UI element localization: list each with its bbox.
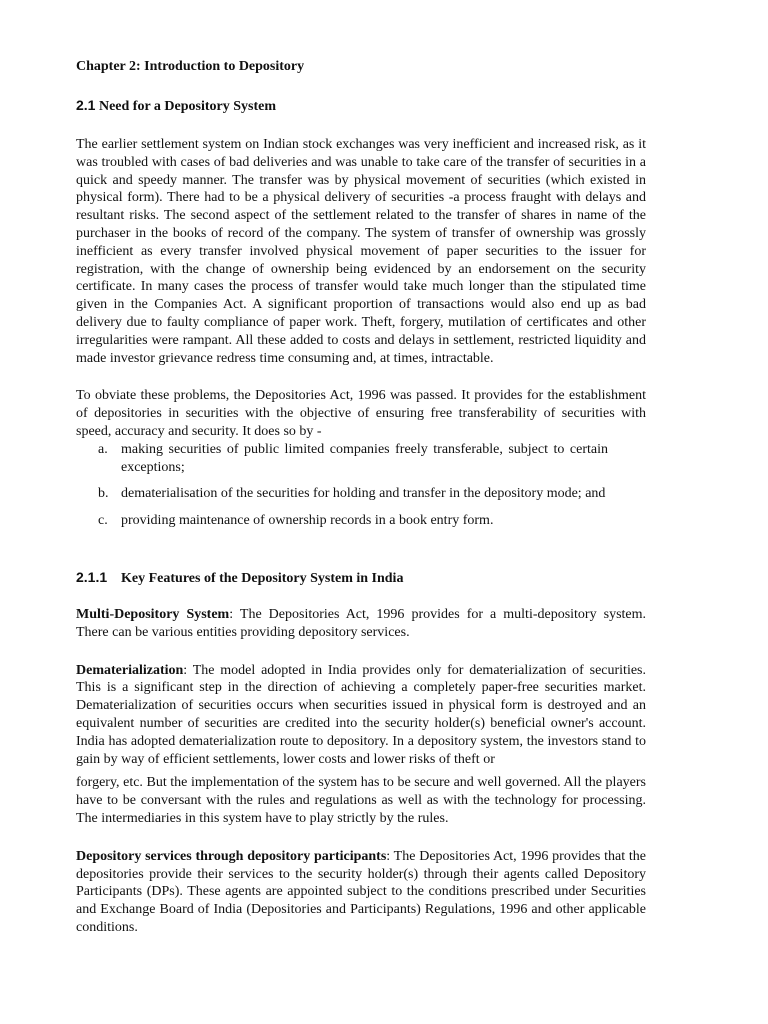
dematerialization-continued-paragraph: forgery, etc. But the implementation of the system has to be secure and well governed. All the players have to be conversant with the rules and regulations as well as with the technology for processing. The intermediaries in this system have to play strictly by the rules.	[76, 775, 646, 826]
subsection-number: 2.1.1	[76, 568, 108, 585]
chapter-title: Chapter 2: Introduction to Depository	[76, 59, 305, 74]
dematerialization-text: : The model adopted in India provides only for dematerialization of securities. This is a significant step in the direction of achieving a completely paper-free securities market. Dematerialization of securities occurs when securities issued in physical form is destroyed and an equivalent number of securities are credited into the security holder(s) beneficial owner's account. India has adopted dematerialization route to depository. In a depository system, the investors stand to gain by way of efficient settlements, lower costs and lower risks of theft or	[76, 662, 646, 767]
subsection-heading	[76, 568, 646, 588]
list-item-text: dematerialisation of the securities for holding and transfer in the depository mode; and	[121, 486, 606, 502]
section-title: Need for a Depository System	[98, 99, 277, 114]
list-item	[76, 512, 646, 530]
dematerialization-term: Dematerialization	[76, 662, 184, 678]
multi-depository-paragraph	[76, 606, 646, 642]
dematerialization-paragraph	[76, 662, 646, 769]
depository-services-term: Depository services through depository participants	[76, 848, 387, 864]
section-heading	[76, 96, 646, 116]
multi-depository-text: : The Depositories Act, 1996 provides for a multi-depository system. There can be various entities providing depository services.	[76, 606, 647, 640]
list-item	[76, 441, 646, 477]
list-marker: b.	[98, 486, 109, 502]
list-marker: c.	[98, 513, 108, 529]
list-item-text: providing maintenance of ownership records in a book entry form.	[121, 513, 494, 529]
list-marker: a.	[98, 441, 108, 457]
settlement-paragraph: The earlier settlement system on Indian stock exchanges was very inefficient and increased risk, as it was troubled with cases of bad deliveries and was unable to take care of the transfer of securities in a quick and speedy manner. The transfer was by physical movement of securities (which existed in physical form). There had to be a physical delivery of securities -a process fraught with delays and resultant risks. The second aspect of the settlement related to the transfer of shares in name of the purchaser in the books of record of the company. The system of transfer of ownership was grossly inefficient as every transfer involved physical movement of paper securities to the issuer for registration, with the change of ownership being evidenced by an endorsement on the security certificate. In many cases the process of transfer would take much longer than the stipulated time given in the Companies Act. A significant proportion of transactions would also end up as bad delivery due to faulty compliance of paper work. Theft, forgery, mutilation of certificates and other irregularities were rampant. All these added to costs and delays in settlement, restricted liquidity and made investor grievance redress time consuming and, at times, intractable.	[76, 137, 646, 366]
list-item-text: making securities of public limited companies freely transferable, subject to certain exceptions;	[121, 441, 608, 475]
multi-depository-term: Multi-Depository System	[76, 606, 230, 622]
depository-services-text: : The Depositories Act, 1996 provides that the depositories provide their services to the security holder(s) through their agents called Depository Participants (DPs). These agents are appointed subject to the conditions prescribed under Securities and Exchange Board of India (Depositories and Participants) Regulations, 1996 and other applicable conditions.	[76, 848, 646, 935]
objectives-list	[76, 441, 646, 530]
subsection-title: Key Features of the Depository System in India	[121, 570, 404, 586]
document-page	[76, 58, 646, 937]
depository-services-paragraph	[76, 848, 646, 937]
section-number: 2.1	[76, 97, 96, 113]
obviate-paragraph: To obviate these problems, the Depositories Act, 1996 was passed. It provides for the establishment of depositories in securities with the objective of ensuring free transferability of securities with speed, accuracy and security. It does so by -	[76, 388, 646, 439]
list-item	[76, 485, 646, 503]
